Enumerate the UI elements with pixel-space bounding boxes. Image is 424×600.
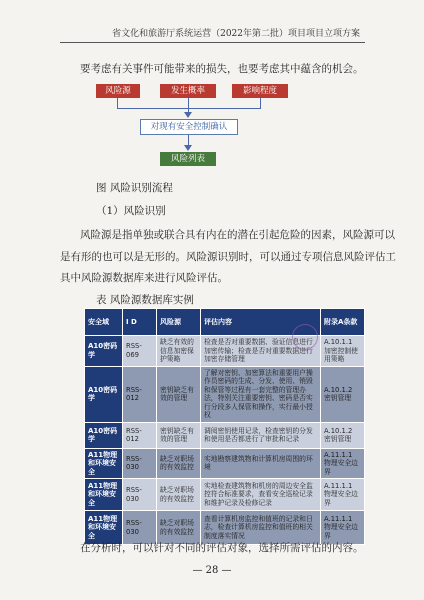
cell-domain: A11物理和环境安全 xyxy=(85,448,123,479)
column-header: I D xyxy=(123,309,157,336)
cell-annex-clause: A.10.1.2 密钥管理 xyxy=(321,422,365,448)
section-heading: （1）风险识别 xyxy=(96,205,166,217)
cell-id: RSS-012 xyxy=(123,422,157,448)
cell-risk-source: 缺乏对职场的有效监控 xyxy=(157,448,201,479)
cell-domain: A11物理和环境安全 xyxy=(85,511,123,545)
cell-id: RSS-012 xyxy=(123,366,157,422)
flow-connector xyxy=(117,108,261,109)
cell-assessment: 了解对密钥、加密算法和重要用户操作员密码的生成、分发、使用、销毁和保管等过程有一套完整的管理办法，特别关注重要密钥、密码是否实行分段多人保管和操作，实行最小授权 xyxy=(201,366,321,422)
flow-box-risk-source: 风险源 xyxy=(96,84,140,98)
cell-id: RSS-030 xyxy=(123,479,157,511)
cell-annex-clause: A.11.1.1 物理安全边界 xyxy=(321,448,365,479)
column-header: 附录A条款 xyxy=(321,309,365,336)
figure-caption: 图 风险识别流程 xyxy=(96,182,173,194)
cell-domain: A11物理和环境安全 xyxy=(85,479,123,511)
cell-assessment: 调阅密钥使用记录，检查密钥的分发和使用是否都进行了审批和记录 xyxy=(201,422,321,448)
cell-annex-clause: A.11.1.1 物理安全边界 xyxy=(321,511,365,545)
column-header: 安全域 xyxy=(85,309,123,336)
table-row xyxy=(85,336,365,367)
cell-risk-source: 密钥缺乏有效的管理 xyxy=(157,422,201,448)
cell-domain: A10密码学 xyxy=(85,366,123,422)
table-row xyxy=(85,422,365,448)
flow-box-impact: 影响程度 xyxy=(232,84,288,98)
cell-domain: A10密码学 xyxy=(85,422,123,448)
flow-box-control-confirmation: 对现有安全控制确认 xyxy=(140,119,238,135)
risk-source-table xyxy=(84,308,365,545)
flow-box-risk-list: 风险列表 xyxy=(160,152,216,166)
cell-annex-clause: A.10.1.2 密钥管理 xyxy=(321,366,365,422)
cell-assessment: 查看计算机房监控和值班的记录和日志，检查计算机房监控和值班的相关制度落实情况 xyxy=(201,511,321,545)
cell-annex-clause: A.11.1.1 物理安全边界 xyxy=(321,479,365,511)
flow-box-probability: 发生概率 xyxy=(160,84,216,98)
cell-id: RSS-030 xyxy=(123,511,157,545)
column-header: 风险源 xyxy=(157,309,201,336)
page-number: — 28 — xyxy=(192,565,232,576)
cell-id: RSS-030 xyxy=(123,448,157,479)
paragraph-line: 风险源是指单独或联合具有内在的潜在引起危险的因素，风险源可以 xyxy=(80,229,395,241)
cell-domain: A10密码学 xyxy=(85,336,123,367)
cell-risk-source: 缺乏对职场的有效监控 xyxy=(157,479,201,511)
column-header: 评估内容 xyxy=(201,309,321,336)
page-header: 省文化和旅游厅系统运营（2022年第二批）项目项目立项方案 xyxy=(112,29,360,39)
flow-connector xyxy=(188,98,189,108)
table-row xyxy=(85,448,365,479)
paragraph-line: 是有形的也可以是无形的。风险源识别时，可以通过专项信息风险评估工 xyxy=(60,251,396,263)
paragraph-line: 具中风险源数据库来进行风险评估。 xyxy=(60,272,228,284)
table-caption: 表 风险源数据库实例 xyxy=(96,294,194,306)
cell-risk-source: 缺乏对职场的有效监控 xyxy=(157,511,201,545)
table-row xyxy=(85,511,365,545)
cell-assessment: 实地勘察建筑物和计算机房周围的环境 xyxy=(201,448,321,479)
intro-paragraph: 要考虑有关事件可能带来的损失，也要考虑其中蕴含的机会。 xyxy=(80,63,364,75)
cell-risk-source: 密钥缺乏有效的管理 xyxy=(157,366,201,422)
flow-connector xyxy=(260,98,261,108)
cell-risk-source: 缺乏有效的信息加密保护策略 xyxy=(157,336,201,367)
cell-assessment: 实地检查建筑物和机房的周边安全监控符合标准要求，查看安全巡检记录和维护记录及检修记录 xyxy=(201,479,321,511)
header-rule xyxy=(60,42,365,43)
table-header-row xyxy=(85,309,365,336)
flow-arrow xyxy=(184,112,192,118)
table-row xyxy=(85,366,365,422)
cell-id: RSS-069 xyxy=(123,336,157,367)
closing-paragraph: 在分析时，可以针对不同的评估对象，选择所需评估的内容。 xyxy=(80,542,364,554)
flow-connector xyxy=(117,98,118,108)
flow-arrow xyxy=(184,145,192,151)
ink-stamp-mark xyxy=(292,324,318,350)
cell-annex-clause: A.10.1.1 加密控制使用策略 xyxy=(321,336,365,367)
cell-assessment: 检查是否对重要数据、验证信息进行加密传输；检查是否对重要数据进行加密存储管理 xyxy=(201,336,321,367)
table-row xyxy=(85,479,365,511)
